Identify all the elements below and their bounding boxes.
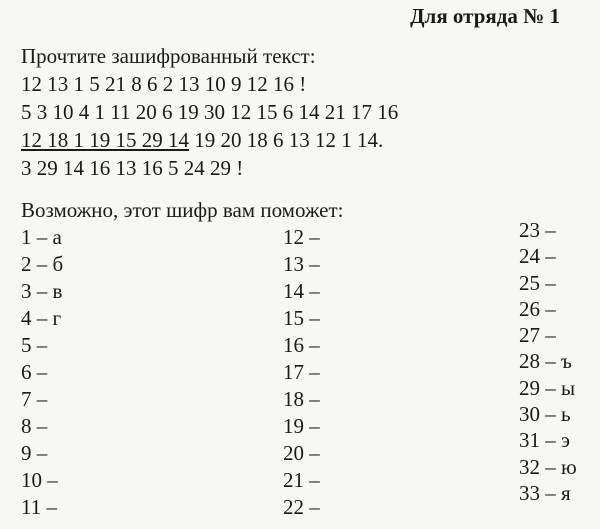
key-entry: 18 – xyxy=(283,387,320,411)
key-entry: 23 – xyxy=(519,218,556,242)
key-entry: 10 – xyxy=(21,468,58,492)
key-entry: 32 – ю xyxy=(519,454,577,479)
key-entry: 21 – xyxy=(283,468,320,492)
key-entry: 15 – xyxy=(283,306,320,330)
key-entry: 5 – xyxy=(21,333,48,357)
key-entry: 29 – ы xyxy=(519,375,576,400)
key-entry: 3 – в xyxy=(21,279,63,303)
key-column-3 xyxy=(519,218,577,507)
key-entry: 24 – xyxy=(519,244,556,269)
key-entry: 22 – xyxy=(283,495,320,519)
key-entry: 1 – а xyxy=(21,225,62,249)
key-entry: 12 – xyxy=(283,225,320,249)
cipher-line-text: 3 29 14 16 13 16 5 24 29 ! xyxy=(21,156,244,180)
key-entry: 31 – э xyxy=(519,428,571,453)
key-entry: 28 – ъ xyxy=(519,349,572,374)
key-entry: 19 – xyxy=(283,414,320,438)
key-entry: 2 – б xyxy=(21,252,64,276)
hint-text: Возможно, этот шифр вам поможет: xyxy=(21,198,344,222)
key-entry: 16 – xyxy=(283,333,320,357)
key-entry: 27 – xyxy=(519,323,556,348)
key-entry: 11 – xyxy=(21,495,57,519)
key-entry: 30 – ь xyxy=(519,402,571,427)
key-entry: 8 – xyxy=(21,414,48,438)
key-entry: 26 – xyxy=(519,296,556,321)
key-entry: 7 – xyxy=(21,387,48,411)
cipher-line-1 xyxy=(21,72,398,100)
prompt-text: Прочтите зашифрованный текст: xyxy=(21,44,316,68)
key-column-2 xyxy=(283,225,320,522)
cipher-line-4 xyxy=(21,156,398,184)
cipher-text-block xyxy=(21,72,398,184)
key-entry: 20 – xyxy=(283,441,320,465)
key-entry: 33 – я xyxy=(519,480,571,505)
cipher-line-2 xyxy=(21,100,398,128)
key-column-1 xyxy=(21,225,63,522)
key-entry: 14 – xyxy=(283,279,320,303)
cipher-line-3 xyxy=(21,128,398,156)
key-entry: 17 – xyxy=(283,360,320,384)
key-entry: 25 – xyxy=(519,270,556,295)
key-entry: 6 – xyxy=(21,360,48,384)
cipher-line-text: 12 13 1 5 21 8 6 2 13 10 9 12 16 ! xyxy=(21,72,307,96)
key-entry: 9 – xyxy=(21,441,48,465)
cipher-line-underlined: 12 18 1 19 15 29 14 xyxy=(21,128,189,152)
cipher-line-text: 19 20 18 6 13 12 1 14. xyxy=(189,128,384,152)
cipher-line-text: 5 3 10 4 1 11 20 6 19 30 12 15 6 14 21 17 16 xyxy=(21,100,399,124)
key-entry: 13 – xyxy=(283,252,320,276)
page-heading: Для отряда № 1 xyxy=(410,4,560,28)
key-entry: 4 – г xyxy=(21,306,62,330)
